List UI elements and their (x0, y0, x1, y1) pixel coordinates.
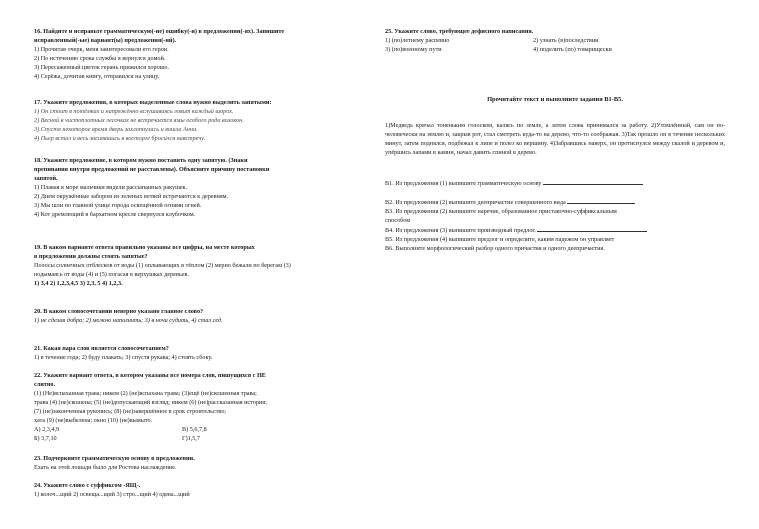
q22-option-c: Б) 3,7,10 (34, 435, 57, 442)
reading-text: 1)Медведь крячал тоненьким голоском, калясь по земле, а затем слова принимался за работу. 2)Утомлённый, сам он по-человечески на землю и, закрыв рот, стал смотреть куда-то на дерево, что-то соображая. 3)Так прошло он в течение нескольких минут, затем поднялся, подбежал к липе и полез ко вершину. 4)Забравшись наверх, он протиснулся между скалой и деревом и, упёршись лапами в камни, начал давить спиной в дерево. (385, 122, 725, 156)
q19-body-2: подымаясь от воды (4) и (5) погасая в верхушках деревьев. (34, 271, 189, 278)
question-18 (34, 156, 364, 219)
q22-body-3: (7) (не)законченная рукопись; (8) (не)завершённое в срок строительство; (34, 408, 227, 415)
q18-item-4: 4) Кот дремлющий в бархатном кресле свернулся клубочком. (34, 211, 196, 218)
question-22 (34, 371, 364, 443)
q18-item-1: 1) Плавая в море мальчики видели рассыпанных ракушек. (34, 184, 188, 191)
answer-blank[interactable] (543, 178, 643, 185)
q22-options-row-1 (34, 425, 364, 434)
q19-title: 19. В каком варианте ответа правильно указаны все цифры, на месте которых (34, 244, 255, 251)
task-b3-cont: способом (385, 217, 411, 224)
q17-item-1: 1) Он стоит в потёмках и напряжённо вслушиваясь ловит каждый шорох. (34, 108, 234, 115)
q17-title: 17. Укажите предложения, в которых выделенные слова нужно выделить запятыми: (34, 99, 272, 106)
q19-title-2: в предложении должны стоять запятые? (34, 253, 148, 260)
q18-item-2: 2) Днем окружённые забором из зеленых ветвей встречаются к деревням. (34, 193, 229, 200)
q21-title: 21. Какая пара слов является словосочетанием? (34, 345, 169, 352)
q21-options: 1) в течение года; 2) буду плакать; 3) спустя рукава; 4) стоять сбоку. (34, 354, 213, 361)
task-b2: В2. Из предложения (2) выпишите деепричастие совершенного вида (385, 197, 725, 207)
reading-task-title: Прочитайте текст и выполните задания В1-В5. (487, 96, 623, 103)
q17-item-2: 2) Весной в чистоплотных лесочках не встречается ямы особого рода волокон. (34, 117, 244, 124)
q25-option-1: 1) (по)летнему распевно (385, 37, 450, 44)
q22-body-1: (1) (Не)вспаханная трава; никем (2) (не)вспахана трава; (3)ещё (не)скошенная трава; (34, 390, 257, 397)
q24-title: 24. Укажите слово с суффиксом -ЯЩ-. (34, 482, 141, 489)
task-b6: В6. Выполните морфологический разбор одного причастия и одного деепричастия. (385, 245, 605, 252)
q24-options: 1) колоч...щий 2) освеща...щий 3) стро...щий 4) одева...щий (34, 491, 190, 498)
question-24 (34, 481, 364, 499)
task-b3: В3. Из предложения (2) выпишите наречие, образованное приставочно-суффиксальным (385, 208, 617, 215)
q18-item-3: 3) Мы шли по главной улице города освещённой огнями огней. (34, 202, 202, 209)
q20-options: 1) не сделав добра; 2) можно наполнить; 3) в ночи судить, 4) стал сед. (34, 317, 223, 324)
q22-body-2: трава (4) (не)скошена; (5) (не)допускающий взгляд; никем (6) (не)рассказанная история; (34, 399, 267, 406)
q22-options-row-2 (34, 434, 364, 443)
q25-row-1 (385, 36, 725, 45)
question-16 (34, 27, 364, 81)
q25-option-4: 4) поделить (по) товарищески (533, 46, 612, 53)
q19-options: 1) 3,4 2) 1,2,3,4,5 3) 2,3, 5 4) 1,2,3. (34, 280, 123, 287)
q20-title: 20. В каком словосочетании неверно указано главное слово? (34, 308, 204, 315)
question-21 (34, 344, 364, 362)
q16-item-4: 4) Серёжа, дочитав книгу, отправился на улицу. (34, 73, 160, 80)
q17-item-3: 3) Спустя некоторое время дверь захлопнулась и вошла Анна. (34, 126, 198, 133)
q16-item-3: 3) Пересаженный цветок герань прижился хорошо. (34, 64, 170, 71)
question-17 (34, 98, 364, 143)
q25-title: 25. Укажите слово, требующее дефисного написания. (385, 28, 534, 35)
answer-blank[interactable] (537, 225, 647, 232)
q22-option-a: А) 2,3,4,9 (34, 426, 60, 433)
q18-title-2: препинания внутри предложений не расставлены). Объясните причину постановки (34, 166, 270, 173)
q22-option-d: Г)1,5,7 (182, 435, 201, 442)
q16-title: 16. Найдите и исправьте грамматическую(-ие) ошибку(-и) в предложении(-ях). Запишите (34, 28, 285, 35)
q23-title: 23. Подчеркните грамматическую основу в предложении. (34, 455, 195, 462)
question-20 (34, 307, 364, 325)
q25-row-2 (385, 45, 725, 54)
q16-title-2: исправленный(-ые) вариант(ы) предложения(-ий). (34, 37, 177, 44)
q25-option-2: 2) узнать (в)последствии (533, 37, 599, 44)
q22-option-b: В) 5,6,7,8 (182, 426, 207, 433)
q23-body: Ехать на этой лошади было для Ростова наслаждение. (34, 464, 177, 471)
q18-title-3: запятой. (34, 175, 58, 182)
q25-option-3: 3) (по)военному пути (385, 46, 442, 53)
q16-item-1: 1) Прочитав очерк, меня заинтересовали его герои. (34, 46, 169, 53)
task-b4: В4. Из предложения (3) выпишите производный предлог. (385, 225, 725, 235)
q16-item-2: 2) По истечению срока службы я вернулся домой. (34, 55, 166, 62)
q18-title: 18. Укажите предложение, в котором нужно поставить одну запятую. (Знаки (34, 157, 248, 164)
task-b5: В5. Из предложения (4) выпишите предлог и определите, каким падежом он управляет (385, 236, 615, 243)
q17-item-4: 4) Пьер встал и весь засиявшись в восторге бросился навстречу. (34, 135, 206, 142)
q19-body-1: Полосы солнечных отблесков от воды (1) оплывающих в тёплом (2) мерно бежали по берегам (3) (34, 262, 291, 269)
q22-title-2: слитно. (34, 381, 56, 388)
tasks-block (385, 178, 725, 253)
q22-body-4: хата (9) (не)выбелена; окно (10) (не)вымыто. (34, 417, 153, 424)
q22-title: 22. Укажите вариант ответа, в котором указаны все номера слов, пишущихся с НЕ (34, 372, 266, 379)
question-23 (34, 454, 364, 472)
answer-blank[interactable] (567, 197, 635, 204)
question-19 (34, 243, 364, 288)
task-b1: В1. Из предложения (1) выпишите грамматическую основу (385, 178, 725, 188)
question-25 (385, 27, 725, 54)
